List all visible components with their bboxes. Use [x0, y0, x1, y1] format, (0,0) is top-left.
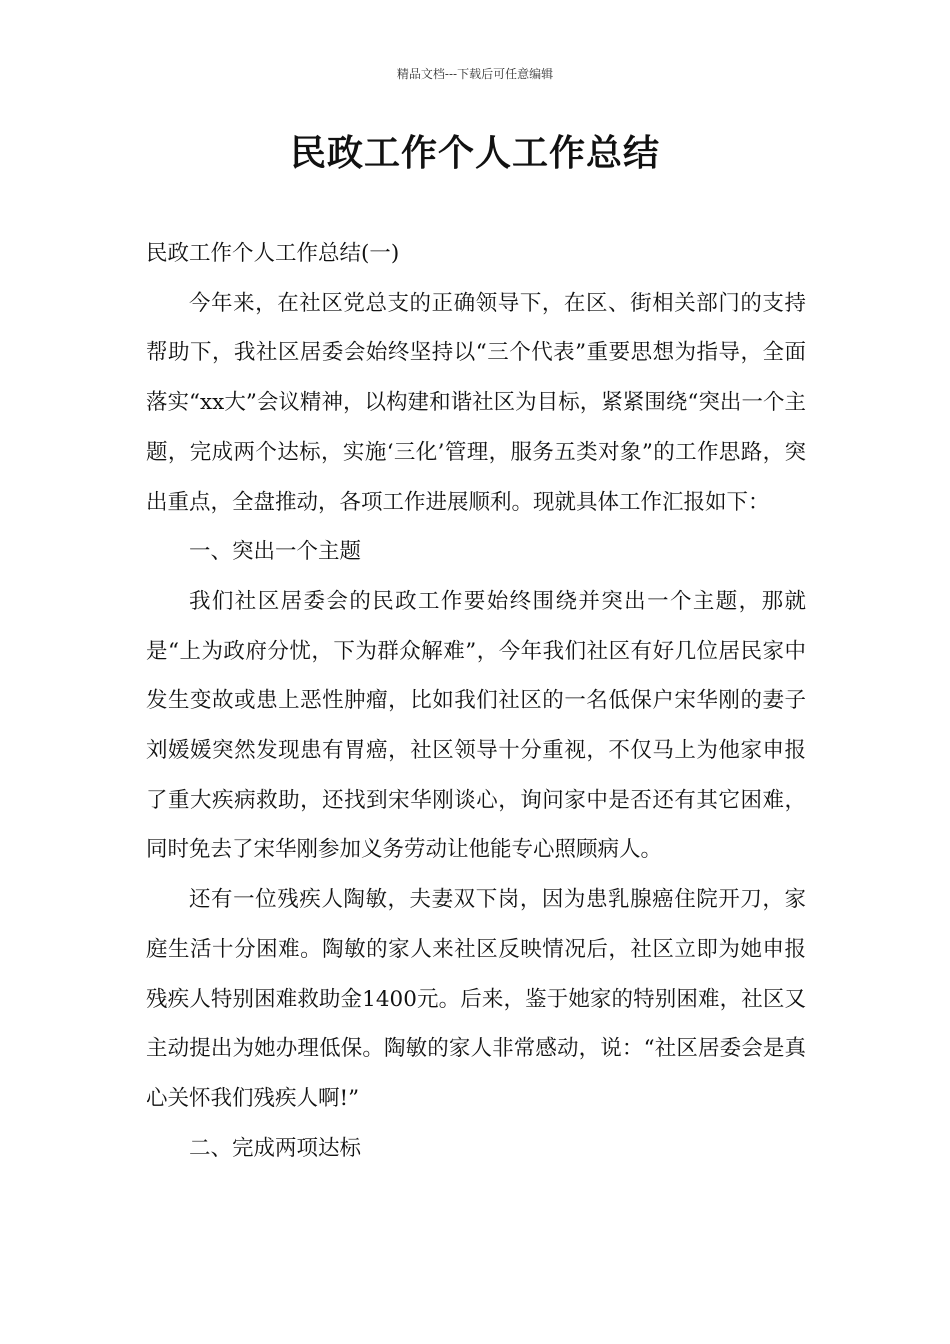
document-body — [146, 229, 806, 1173]
paragraph: 还有一位残疾人陶敏，夫妻双下岗，因为患乳腺癌住院开刀，家庭生活十分困难。陶敏的家人来社区反映情况后，社区立即为她申报残疾人特别困难救助金1400元。后来，鉴于她家的特别困难，社区又主动提出为她办理低保。陶敏的家人非常感动，说：“社区居委会是真心关怀我们残疾人啊!” — [146, 887, 806, 1111]
subsection-heading: 二、完成两项达标 — [189, 1135, 362, 1161]
paragraph: 我们社区居委会的民政工作要始终围绕并突出一个主题，那就是“上为政府分忧，下为群众解难”，今年我们社区有好几位居民家中发生变故或患上恶性肿瘤，比如我们社区的一名低保户宋华刚的妻子刘媛媛突然发现患有胃癌，社区领导十分重视，不仅马上为他家申报了重大疾病救助，还找到宋华刚谈心，询问家中是否还有其它困难，同时免去了宋华刚参加义务劳动让他能专心照顾病人。 — [146, 588, 806, 863]
paragraph: 今年来，在社区党总支的正确领导下，在区、街相关部门的支持帮助下，我社区居委会始终坚持以“三个代表”重要思想为指导，全面落实“xx大”会议精神，以构建和谐社区为目标，紧紧围绕“突出一个主题，完成两个达标，实施‘三化’管理，服务五类对象”的工作思路，突出重点，全盘推动，各项工作进展顺利。现就具体工作汇报如下： — [146, 290, 806, 515]
section-heading: 民政工作个人工作总结(一) — [146, 241, 400, 266]
subsection-heading: 一、突出一个主题 — [189, 539, 362, 565]
header-note: 精品文档---下载后可任意编辑 — [396, 67, 554, 81]
document-title: 民政工作个人工作总结 — [289, 132, 660, 174]
